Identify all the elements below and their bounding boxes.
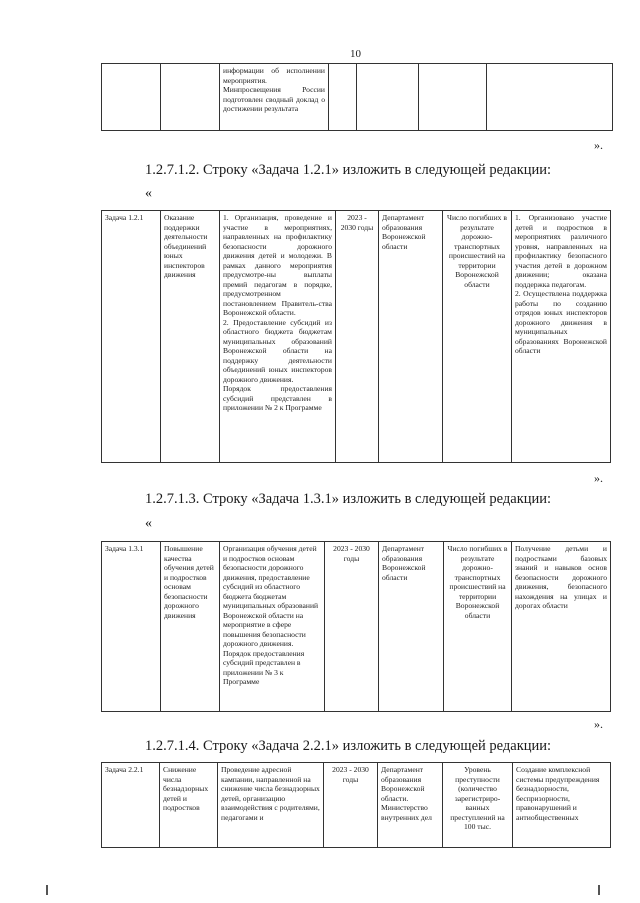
table-cell	[419, 64, 487, 131]
task-period: 2023 - 2030 годы	[336, 211, 379, 463]
result-item: Создание комплексной системы предупреждения безнадзорности, беспризорности, правонарушений и антиобщественных	[516, 765, 600, 822]
task-executor: Департамент образования Воронежской области	[379, 542, 444, 712]
section-heading: 1.2.7.1.4. Строку «Задача 2.2.1» изложить в следующей редакции:	[145, 738, 552, 754]
task-measures	[218, 763, 324, 848]
task-executor: Департамент образования Воронежской области. Министерство внутренних дел	[378, 763, 443, 848]
task-measures	[220, 211, 336, 463]
table-cell	[329, 64, 357, 131]
opening-quote: «	[145, 516, 152, 531]
result-item: 1. Организовано участие детей и подростков в мероприятиях различного уровня, направленных на профилактику безопасного участия детей в дорожном движении; оказана поддержка педагогам.	[515, 213, 607, 289]
table-cell	[102, 64, 161, 131]
task-measures	[220, 542, 325, 712]
task-indicator: Число погибших в результате дорожно-транспортных происшествий на территории Воронежской области	[444, 542, 512, 712]
task-code: Задача 1.3.1	[102, 542, 161, 712]
table-task-1-3-1	[101, 541, 611, 712]
measure-item: 1. Организация, проведение и участие в мероприятиях, направленных на профилактику безопасности дорожного движения детей и молодежи. В рамках данного мероприятия предусмотре-ны выплаты премий педагогам в порядке, предусмотренном постановлением Правитель-ства Воронежской области.	[223, 213, 332, 317]
measure-item: Порядок предоставления субсидий представлен в приложении № 3 к Программе	[223, 648, 305, 686]
table-cell	[487, 64, 613, 131]
table-task-2-2-1	[101, 762, 611, 848]
measure-item: 2. Предоставление субсидий из областного бюджета бюджетам муниципальных образований Воронежской области на поддержку деятельности объединений юных инспекторов дорожного движения.	[223, 317, 332, 384]
task-results	[513, 763, 611, 848]
task-code: Задача 2.2.1	[102, 763, 160, 848]
table-cell	[357, 64, 419, 131]
closing-quote: ».	[594, 471, 603, 485]
measure-item: Организация обучения детей и подростков основам безопасности дорожного движения, предоставление субсидий из областного бюджета бюджетам муниципальных образований Воронежской области на мероприятие в сфере повышения безопасности дорожного движения.	[223, 544, 319, 648]
table-continuation	[101, 63, 613, 131]
result-item: Получение детьми и подростками базовых знаний и навыков основ безопасности дорожного движения, безопасного нахождения на улицах и дорогах области	[515, 544, 607, 610]
measure-item: Проведение адресной кампании, направленной на снижение числа безнадзорных детей, организацию взаимодействия с родителями, педагогами и	[221, 765, 320, 822]
table-cell	[161, 64, 220, 131]
task-indicator: Число погибших в результате дорожно-транспортных происшествий на территории Воронежской области	[443, 211, 512, 463]
closing-quote: ».	[594, 138, 603, 152]
section-heading: 1.2.7.1.3. Строку «Задача 1.3.1» изложить в следующей редакции:	[145, 491, 552, 507]
section-heading: 1.2.7.1.2. Строку «Задача 1.2.1» изложить в следующей редакции:	[145, 162, 552, 178]
task-executor: Департамент образования Воронежской области	[379, 211, 443, 463]
table-cell: информации об исполнении мероприятия. Минпросвещения России подготовлен сводный доклад о достижении результата	[220, 64, 329, 131]
result-item: 2. Осуществлена поддержка работы по созданию отрядов юных инспекторов дорожного движения в муниципальных образованиях Воронежской области	[515, 289, 607, 355]
task-name: Снижение числа безнадзорных детей и подростков	[160, 763, 218, 848]
task-results	[512, 211, 611, 463]
closing-quote: ».	[594, 717, 603, 731]
task-period: 2023 - 2030 годы	[324, 763, 378, 848]
table-task-1-2-1	[101, 210, 611, 463]
scan-mark	[598, 885, 600, 895]
task-period: 2023 - 2030 годы	[325, 542, 379, 712]
task-name: Оказание поддержки деятельности объединений юных инспекторов движения	[161, 211, 220, 463]
page-number: 10	[350, 48, 361, 60]
task-code: Задача 1.2.1	[102, 211, 161, 463]
task-name: Повышение качества обучения детей и подростков основам безопасности дорожного движения	[161, 542, 220, 712]
measure-item: Порядок предоставления субсидий представлен в приложении № 2 к Программе	[223, 384, 332, 412]
task-indicator: Уровень преступности (количество зарегистриро-ванных преступлений на 100 тыс.	[443, 763, 513, 848]
task-results	[512, 542, 611, 712]
opening-quote: «	[145, 186, 152, 201]
scan-mark	[46, 885, 48, 895]
